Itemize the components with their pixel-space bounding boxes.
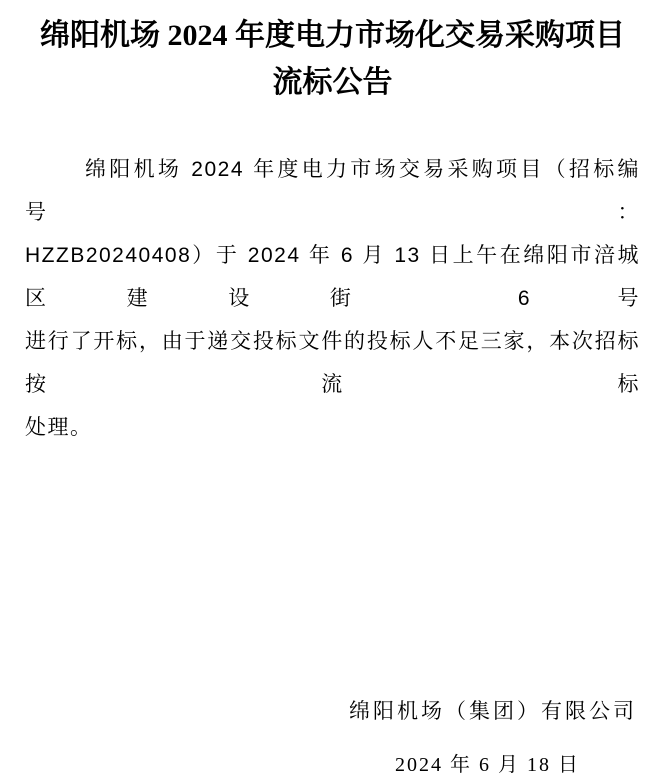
document-title (0, 12, 665, 106)
body-line-2: HZZB20240408）于 2024 年 6 月 13 日上午在绵阳市涪城区建设街 6 号 (25, 244, 640, 310)
body-line-4: 处理。 (25, 416, 93, 439)
title-line-1: 绵阳机场 2024 年度电力市场化交易采购项目 (40, 19, 625, 52)
body-line-1: 绵阳机场 2024 年度电力市场交易采购项目（招标编号： (25, 158, 640, 224)
document-body (25, 148, 640, 449)
signature-date: 2024 年 6 月 18 日 (395, 754, 580, 776)
signature-company: 绵阳机场（集团）有限公司 (349, 699, 637, 723)
title-line-2: 流标公告 (272, 66, 393, 99)
document-page (0, 12, 665, 776)
body-line-3: 进行了开标，由于递交投标文件的投标人不足三家，本次招标按流标 (25, 330, 640, 396)
